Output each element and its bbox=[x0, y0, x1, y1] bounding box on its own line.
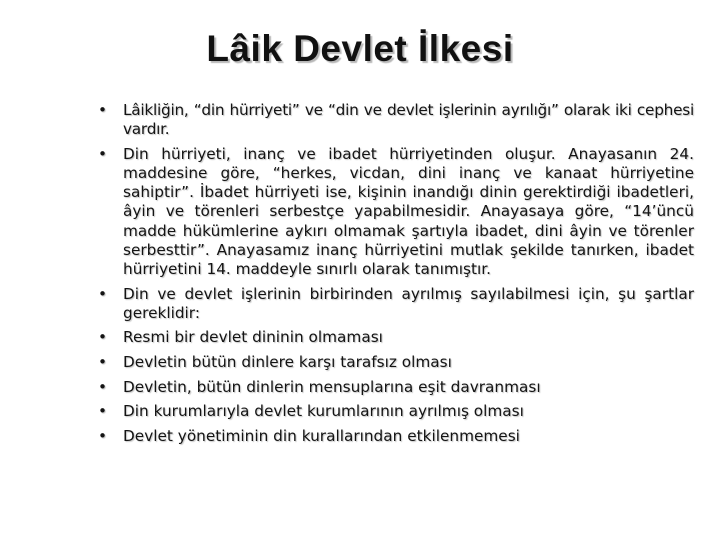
bullet-item bbox=[98, 101, 694, 139]
bullet-text: Devlet yönetiminin din kurallarından etkilenmemesi bbox=[123, 426, 520, 445]
bullet-text: Din hürriyeti, inanç ve ibadet hürriyetinden oluşur. Anayasanın 24. maddesine göre, “herkes, vicdan, dini inanç ve kanaat hürriyetine sahiptir”. İbadet hürriyeti ise, kişinin inandığı dinin gerektirdiği ibadetleri, âyin ve törenleri serbestçe yapabilmesidir. Anayasaya göre, “14’üncü madde hükümlerine aykırı olmamak şartıyla ibadet, dini âyin ve törenler serbesttir”. Anayasamız inanç hürriyetini mutlak şekilde tanırken, ibadet hürriyetini 14. maddeyle sınırlı olarak tanımıştır. bbox=[123, 144, 694, 279]
bullet-icon: • bbox=[98, 328, 108, 347]
bullet-item bbox=[98, 378, 694, 397]
bullet-item bbox=[98, 427, 694, 446]
bullet-icon: • bbox=[98, 101, 107, 119]
bullet-text: Devletin bütün dinlere karşı tarafsız olması bbox=[123, 353, 452, 371]
bullet-item bbox=[98, 328, 694, 347]
bullet-icon: • bbox=[98, 402, 108, 421]
bullet-icon: • bbox=[98, 377, 108, 396]
bullet-text: Din ve devlet işlerinin birbirinden ayrılmış sayılabilmesi için, şu şartlar gereklidir: bbox=[123, 284, 694, 322]
bullet-icon: • bbox=[98, 426, 108, 445]
slide-title: Lâik Devlet İlkesi bbox=[206, 28, 514, 69]
bullet-icon: • bbox=[98, 353, 108, 371]
bullet-item bbox=[98, 353, 694, 372]
bullet-list bbox=[98, 101, 694, 451]
bullet-item bbox=[98, 145, 694, 279]
bullet-item bbox=[98, 285, 694, 323]
bullet-text: Devletin, bütün dinlerin mensuplarına eşit davranması bbox=[123, 377, 541, 396]
bullet-text: Din kurumlarıyla devlet kurumlarının ayrılmış olması bbox=[123, 402, 524, 421]
bullet-text: Resmi bir devlet dininin olmaması bbox=[123, 328, 383, 347]
bullet-item bbox=[98, 402, 694, 421]
bullet-icon: • bbox=[98, 144, 108, 163]
bullet-icon: • bbox=[98, 284, 108, 303]
bullet-text: Lâikliğin, “din hürriyeti” ve “din ve devlet işlerinin ayrılığı” olarak iki cephesi vardır. bbox=[123, 101, 694, 139]
